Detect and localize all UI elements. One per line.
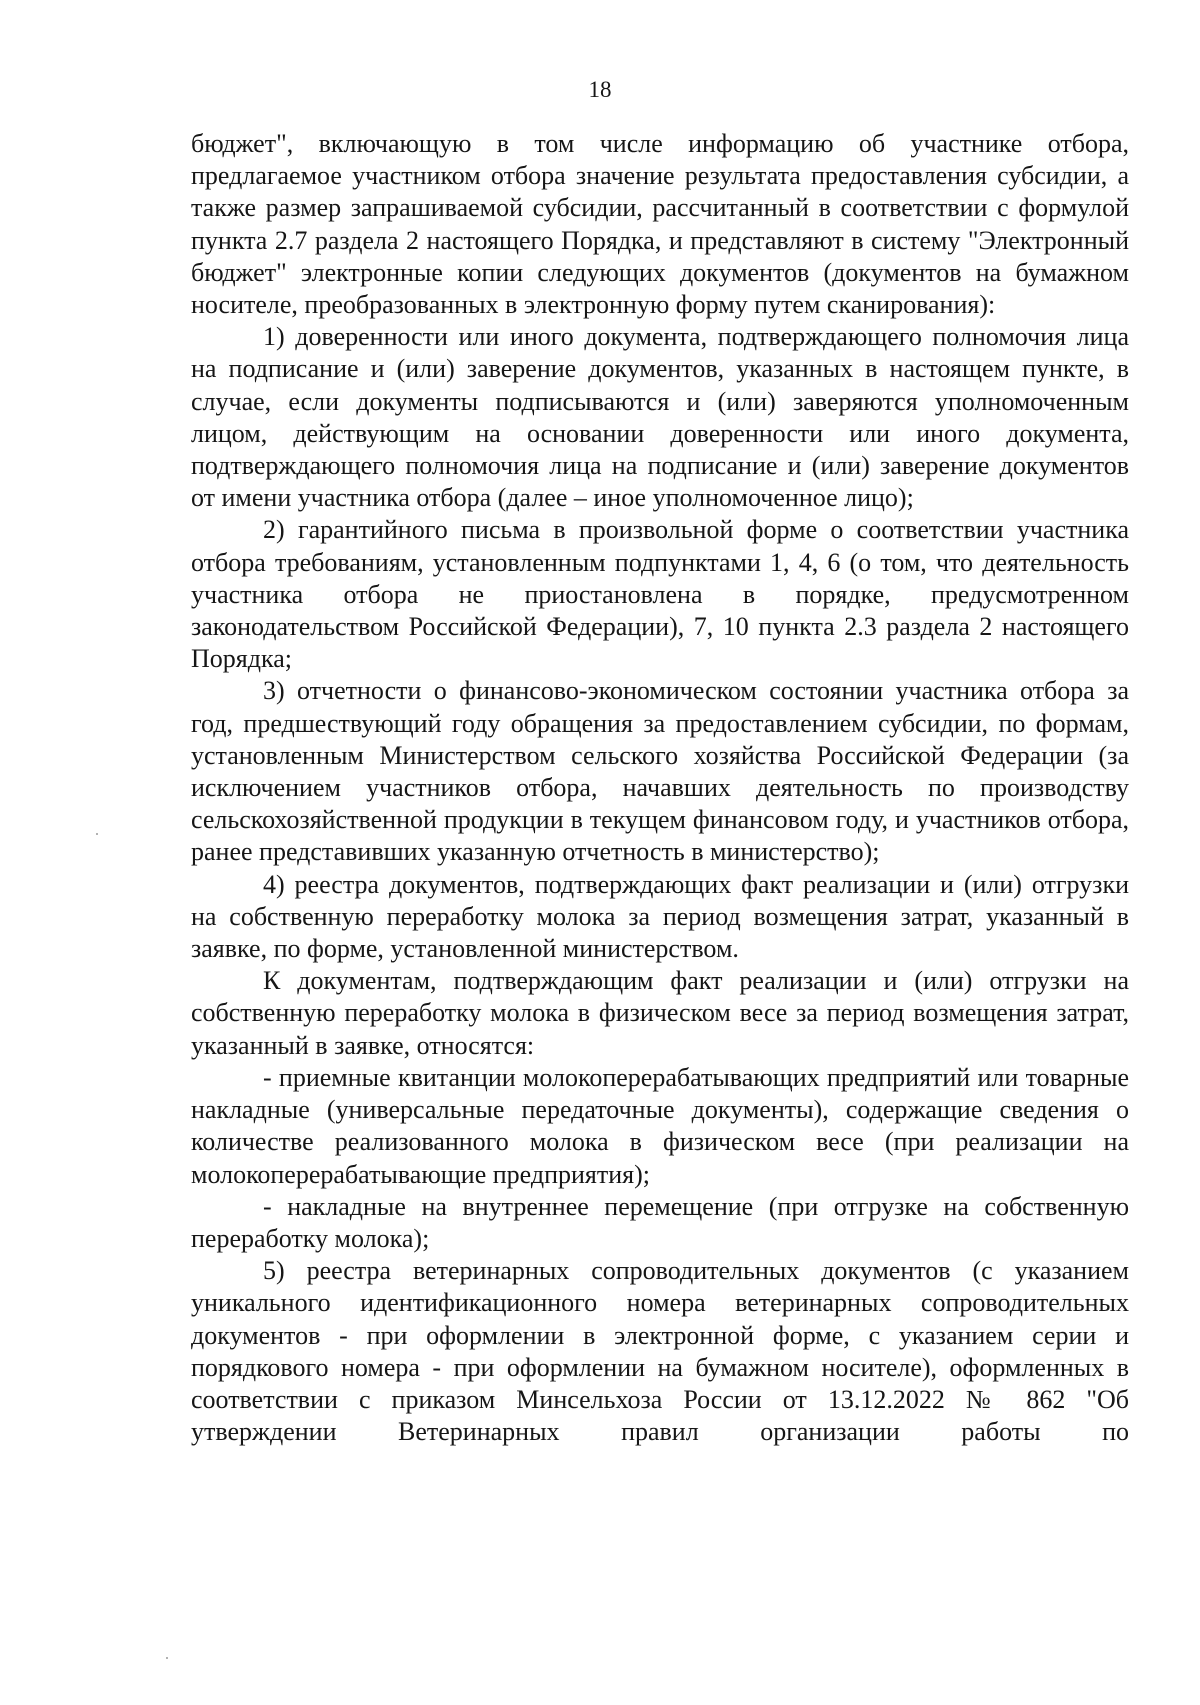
page-number: 18 [588, 77, 612, 102]
list-item-2: 2) гарантийного письма в произвольной форме о соответствии участника отбора требованиям, установленным подпунктами 1, 4, 6 (о том, что деятельность участника отбора не приостановлена в порядке, предусмотренном законодательством Российской Федерации), 7, 10 пункта 2.3 раздела 2 настоящего Порядка; [191, 515, 1129, 674]
scan-speck [96, 833, 98, 835]
list-item-5: 5) реестра ветеринарных сопроводительных документов (с указанием уникального идентификационного номера ветеринарных сопроводительных документов - при оформлении в электронной форме, с указанием серии и порядкового номера - при оформлении на бумажном носителе), оформленных в соответствии с приказом Минсельхоза России от 13.12.2022 № 862 "Об утверждении Ветеринарных правил организации работы по [191, 1256, 1129, 1447]
list-item-1: 1) доверенности или иного документа, подтверждающего полномочия лица на подписание и (или) заверение документов, указанных в настоящем пункте, в случае, если документы подписываются и (или) заверяются уполномоченным лицом, действующим на основании доверенности или иного документа, подтверждающего полномочия лица на подписание и (или) заверение документов от имени участника отбора (далее – иное уполномоченное лицо); [191, 322, 1129, 513]
list-item-4: 4) реестра документов, подтверждающих факт реализации и (или) отгрузки на собственную переработку молока за период возмещения затрат, указанный в заявке, по форме, установленной министерством. [191, 869, 1129, 964]
paragraph-continuation: бюджет", включающую в том числе информацию об участнике отбора, предлагаемое участником отбора значение результата предоставления субсидии, а также размер запрашиваемой субсидии, рассчитанный в соответствии с формулой пункта 2.7 раздела 2 настоящего Порядка, и представляют в систему "Электронный бюджет" электронные копии следующих документов (документов на бумажном носителе, преобразованных в электронную форму путем сканирования): [191, 129, 1129, 320]
dash-item-internal-transfer: - накладные на внутреннее перемещение (при отгрузке на собственную переработку молока); [191, 1191, 1129, 1253]
documents-intro-paragraph: К документам, подтверждающим факт реализации и (или) отгрузки на собственную переработку молока в физическом весе за период возмещения затрат, указанный в заявке, относятся: [191, 966, 1129, 1060]
dash-item-receipts: - приемные квитанции молокоперерабатывающих предприятий или товарные накладные (универсальные передаточные документы), содержащие сведения о количестве реализованного молока в физическом весе (при реализации на молокоперерабатывающие предприятия); [191, 1062, 1129, 1189]
list-item-3: 3) отчетности о финансово-экономическом состоянии участника отбора за год, предшествующий году обращения за предоставлением субсидии, по формам, установленным Министерством сельского хозяйства Российской Федерации (за исключением участников отбора, начавших деятельность по производству сельскохозяйственной продукции в текущем финансовом году, и участников отбора, ранее представивших указанную отчетность в министерство); [191, 676, 1129, 867]
scan-speck [166, 1657, 168, 1659]
document-body [191, 128, 1129, 1448]
